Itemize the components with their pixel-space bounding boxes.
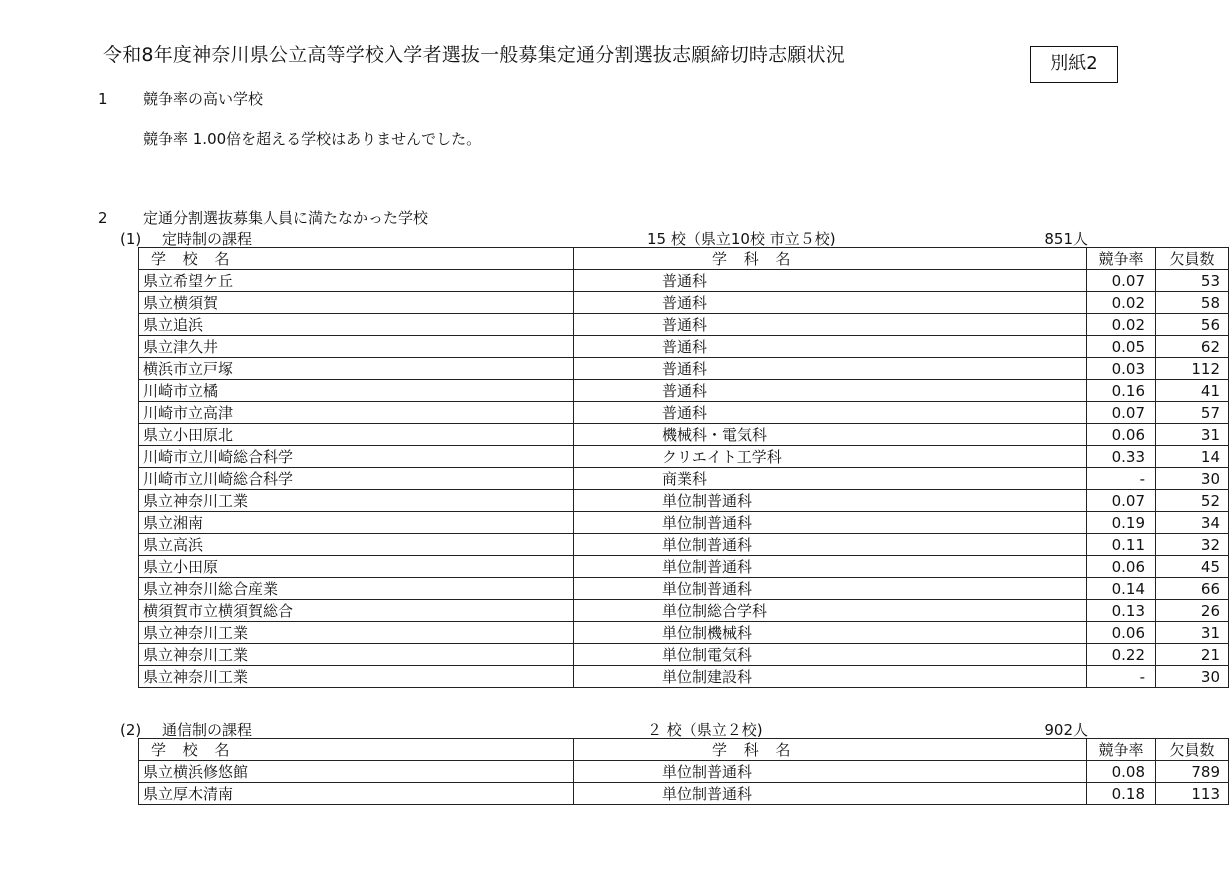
part2-heading	[120, 719, 252, 740]
vacancy-count-cell: 30	[1156, 468, 1229, 490]
part1-total-vacancies: 851人	[1044, 230, 1088, 248]
school-name-cell: 県立高浜	[139, 534, 574, 556]
school-name-cell: 県立津久井	[139, 336, 574, 358]
department-cell: 単位制総合学科	[574, 600, 1087, 622]
department-cell: 機械科・電気科	[574, 424, 1087, 446]
table-row	[139, 402, 1229, 424]
department-cell: 単位制普通科	[574, 512, 1087, 534]
part1-heading	[120, 228, 252, 249]
table-row	[139, 556, 1229, 578]
vacancy-count-cell: 62	[1156, 336, 1229, 358]
section1-heading-text: 競争率の高い学校	[143, 90, 264, 108]
attachment-label: 別紙2	[1030, 46, 1118, 83]
school-name-cell: 県立神奈川工業	[139, 666, 574, 688]
table-row	[139, 512, 1229, 534]
column-header-rate: 競争率	[1087, 248, 1156, 270]
school-name-cell: 県立希望ケ丘	[139, 270, 574, 292]
part1-school-count: 15 校（県立10校 市立５校)	[647, 230, 836, 248]
document-title: 令和8年度神奈川県公立高等学校入学者選抜一般募集定通分割選抜志願締切時志願状況	[103, 44, 845, 66]
part2-school-count: ２ 校（県立２校)	[647, 721, 763, 739]
competition-rate-cell: 0.11	[1087, 534, 1156, 556]
department-cell: 単位制普通科	[574, 783, 1087, 805]
vacancy-count-cell: 32	[1156, 534, 1229, 556]
competition-rate-cell: 0.06	[1087, 556, 1156, 578]
school-name-cell: 県立神奈川工業	[139, 622, 574, 644]
column-header-vacancies: 欠員数	[1156, 739, 1229, 761]
section1-heading	[98, 88, 263, 109]
department-cell: 単位制普通科	[574, 761, 1087, 783]
competition-rate-cell: 0.07	[1087, 402, 1156, 424]
competition-rate-cell: 0.08	[1087, 761, 1156, 783]
department-cell: 普通科	[574, 292, 1087, 314]
part2-number: (2)	[120, 721, 142, 739]
school-name-cell: 県立横須賀	[139, 292, 574, 314]
table-row	[139, 644, 1229, 666]
competition-rate-cell: 0.07	[1087, 270, 1156, 292]
department-cell: クリエイト工学科	[574, 446, 1087, 468]
section2-number: 2	[98, 209, 108, 227]
table-row	[139, 292, 1229, 314]
vacancy-count-cell: 45	[1156, 556, 1229, 578]
school-name-cell: 横須賀市立横須賀総合	[139, 600, 574, 622]
school-name-cell: 川崎市立橘	[139, 380, 574, 402]
department-cell: 単位制普通科	[574, 490, 1087, 512]
section1-number: 1	[98, 90, 108, 108]
part2-heading-text: 通信制の課程	[162, 721, 253, 739]
part2-total-vacancies: 902人	[1044, 721, 1088, 739]
department-cell: 単位制機械科	[574, 622, 1087, 644]
column-header-school: 学 校 名	[139, 248, 574, 270]
department-cell: 普通科	[574, 336, 1087, 358]
school-name-cell: 川崎市立高津	[139, 402, 574, 424]
department-cell: 単位制普通科	[574, 578, 1087, 600]
vacancy-count-cell: 66	[1156, 578, 1229, 600]
part-time-schools-table	[138, 247, 1229, 688]
department-cell: 商業科	[574, 468, 1087, 490]
school-name-cell: 県立横浜修悠館	[139, 761, 574, 783]
school-name-cell: 県立神奈川工業	[139, 490, 574, 512]
department-cell: 普通科	[574, 358, 1087, 380]
competition-rate-cell: 0.03	[1087, 358, 1156, 380]
department-cell: 単位制建設科	[574, 666, 1087, 688]
table-row	[139, 380, 1229, 402]
vacancy-count-cell: 56	[1156, 314, 1229, 336]
section2-heading-text: 定通分割選抜募集人員に満たなかった学校	[143, 209, 429, 227]
department-cell: 単位制普通科	[574, 534, 1087, 556]
competition-rate-cell: 0.16	[1087, 380, 1156, 402]
part1-heading-text: 定時制の課程	[162, 230, 253, 248]
school-name-cell: 県立神奈川工業	[139, 644, 574, 666]
school-name-cell: 県立小田原	[139, 556, 574, 578]
competition-rate-cell: 0.06	[1087, 622, 1156, 644]
vacancy-count-cell: 41	[1156, 380, 1229, 402]
competition-rate-cell: -	[1087, 468, 1156, 490]
competition-rate-cell: 0.07	[1087, 490, 1156, 512]
table-row	[139, 761, 1229, 783]
vacancy-count-cell: 34	[1156, 512, 1229, 534]
vacancy-count-cell: 52	[1156, 490, 1229, 512]
table-row	[139, 666, 1229, 688]
table-row	[139, 468, 1229, 490]
vacancy-count-cell: 31	[1156, 622, 1229, 644]
section2-heading	[98, 207, 428, 228]
column-header-department: 学 科 名	[574, 248, 1087, 270]
department-cell: 単位制普通科	[574, 556, 1087, 578]
table-row	[139, 622, 1229, 644]
table-row	[139, 490, 1229, 512]
competition-rate-cell: 0.14	[1087, 578, 1156, 600]
table-row	[139, 446, 1229, 468]
vacancy-count-cell: 113	[1156, 783, 1229, 805]
table-row	[139, 336, 1229, 358]
table-row	[139, 314, 1229, 336]
vacancy-count-cell: 112	[1156, 358, 1229, 380]
table-header-row	[139, 248, 1229, 270]
vacancy-count-cell: 789	[1156, 761, 1229, 783]
section1-note: 競争率 1.00倍を超える学校はありませんでした。	[143, 130, 482, 148]
vacancy-count-cell: 31	[1156, 424, 1229, 446]
department-cell: 普通科	[574, 314, 1087, 336]
table-row	[139, 578, 1229, 600]
table-row	[139, 534, 1229, 556]
department-cell: 普通科	[574, 270, 1087, 292]
school-name-cell: 県立小田原北	[139, 424, 574, 446]
school-name-cell: 県立厚木清南	[139, 783, 574, 805]
school-name-cell: 横浜市立戸塚	[139, 358, 574, 380]
column-header-school: 学 校 名	[139, 739, 574, 761]
department-cell: 単位制電気科	[574, 644, 1087, 666]
competition-rate-cell: 0.02	[1087, 314, 1156, 336]
correspondence-schools-table	[138, 738, 1229, 805]
department-cell: 普通科	[574, 380, 1087, 402]
vacancy-count-cell: 14	[1156, 446, 1229, 468]
competition-rate-cell: -	[1087, 666, 1156, 688]
competition-rate-cell: 0.13	[1087, 600, 1156, 622]
table-row	[139, 358, 1229, 380]
vacancy-count-cell: 26	[1156, 600, 1229, 622]
part1-number: (1)	[120, 230, 142, 248]
table-row	[139, 600, 1229, 622]
competition-rate-cell: 0.33	[1087, 446, 1156, 468]
competition-rate-cell: 0.22	[1087, 644, 1156, 666]
column-header-department: 学 科 名	[574, 739, 1087, 761]
school-name-cell: 県立神奈川総合産業	[139, 578, 574, 600]
table-header-row	[139, 739, 1229, 761]
vacancy-count-cell: 30	[1156, 666, 1229, 688]
school-name-cell: 川崎市立川崎総合科学	[139, 468, 574, 490]
school-name-cell: 県立湘南	[139, 512, 574, 534]
table-row	[139, 424, 1229, 446]
school-name-cell: 県立追浜	[139, 314, 574, 336]
competition-rate-cell: 0.18	[1087, 783, 1156, 805]
vacancy-count-cell: 58	[1156, 292, 1229, 314]
school-name-cell: 川崎市立川崎総合科学	[139, 446, 574, 468]
department-cell: 普通科	[574, 402, 1087, 424]
competition-rate-cell: 0.06	[1087, 424, 1156, 446]
table-row	[139, 270, 1229, 292]
column-header-rate: 競争率	[1087, 739, 1156, 761]
competition-rate-cell: 0.02	[1087, 292, 1156, 314]
vacancy-count-cell: 21	[1156, 644, 1229, 666]
column-header-vacancies: 欠員数	[1156, 248, 1229, 270]
vacancy-count-cell: 53	[1156, 270, 1229, 292]
competition-rate-cell: 0.19	[1087, 512, 1156, 534]
competition-rate-cell: 0.05	[1087, 336, 1156, 358]
table-row	[139, 783, 1229, 805]
vacancy-count-cell: 57	[1156, 402, 1229, 424]
